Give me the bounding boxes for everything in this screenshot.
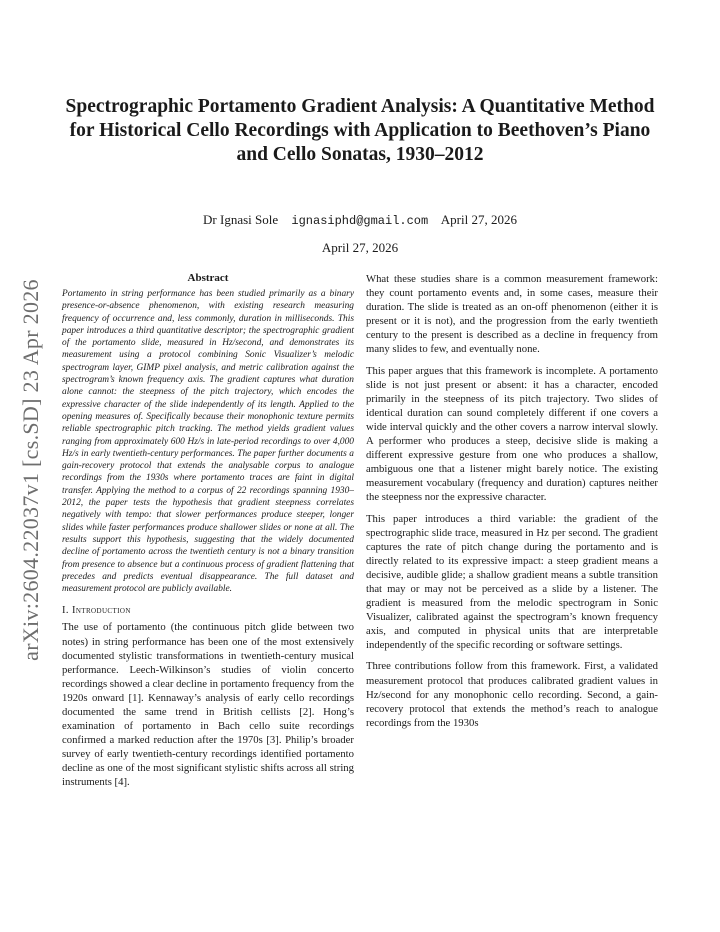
arxiv-identifier-stamp (6, 260, 56, 680)
intro-paragraph-3: This paper argues that this framework is incomplete. A portamento slide is not just present or absent: it has a character, encoded primarily in the steepness of its pitch trajectory. Two slides of identical duration can sound completely different if one covers a wide interval quickly and the other covers a narrow interval slowly. A performer who produces a steep, decisive slide is making a different expressive gesture from one who produces a shallow, ambiguous one that a listener might barely notice. The existing measurement vocabulary (frequency and duration) captures neither the steepness nor the expressive character. (366, 364, 658, 504)
abstract-heading: Abstract (187, 272, 229, 284)
intro-paragraph-2: What these studies share is a common measurement framework: they count portamento events and, in some cases, measure their duration. The slide is treated as an on-off phenomenon (either it is present or it is not), and the progression from the early twentieth century to the present is described as a decline in frequency from many slides to few, and eventually none. (366, 273, 658, 356)
intro-paragraph-4: This paper introduces a third variable: the gradient of the spectrographic slide trace, measured in Hz per second. The gradient captures the rate of pitch change during the portamento and is directly related to its expressive impact: a steep gradient means a decisive, audible glide; a shallow gradient means a subtle transition that may or may not be perceived as a slide by a listener. The gradient is measured from the melodic spectrogram in Sonic Visualizer, calibrated against the spectrogram’s known frequency axis, and computed in physical units that are interpretable independently of the specific recording or software settings. (366, 512, 658, 652)
left-column (62, 272, 354, 796)
intro-paragraph-1: The use of portamento (the continuous pitch glide between two notes) in string performance has been one of the most extensively documented stylistic transformations in twentieth-century musical performance. Leech-Wilkinson’s studies of violin concerto recordings showed a clear decline in portamento frequency from the 1920s onward [1]. Kennaway’s analysis of early cello recordings documented the same trend in British cellists [2]. Hong’s examination of portamento in Bach cello suite recordings confirmed a marked reduction after the 1970s [3]. Philip’s broader survey of early twentieth-century recordings identified portamento decline as one of the most significant stylistic shifts across all string instruments [4]. (62, 621, 354, 789)
author-line (60, 212, 660, 228)
arxiv-identifier-text: arXiv:2604.22037v1 [cs.SD] 23 Apr 2026 (18, 279, 43, 661)
section-number: I. (62, 605, 69, 617)
abstract-text: Portamento in string performance has been studied primarily as a binary presence-or-absence phenomenon, with existing research measuring frequency of occurrence and, less commonly, duration in milliseconds. This paper introduces a third quantitative descriptor; the spectrographic gradient of the portamento slide, measured in Hz/second, and demonstrates its measurement using a protocol combining Sonic Visualizer’s melodic spectrogram layer, GIMP pixel analysis, and metric calibration against the spectrogram’s known frequency axis. The gradient captures what duration alone cannot: the steepness of the pitch trajectory, which encodes the expressive character of the slide independently of its length. Applied to the opening measures of. Specifically because their monophonic texture permits reliable spectrographic pitch tracking. The method yields gradient values ranging from approximately 600 Hz/s in late-period recordings to over 4,000 Hz/s in early twentieth-century performances. The paper further documents a gain-recovery protocol that extends the analysable corpus to analogue recordings from the 1930s where portamento traces are faint in digital transfer. Applying the method to a corpus of 22 recordings spanning 1930–2012, the paper tests the hypothesis that gradient steepness correlates negatively with tempo: that slower performances produce steeper, longer slides while faster performances produce shallower slides or none at all. The results support this hypothesis, suggesting that the widely documented decline of portamento across the twentieth century is not a binary transition from presence to absence but a continuous process of gradient flattening that precedes and predicts eventual disappearance. The full dataset and measurement protocol are publicly available. (62, 289, 354, 595)
intro-paragraph-5: Three contributions follow from this framework. First, a validated measurement protocol that produces calibrated gradient values in Hz/second for any monophonic cello recording. Second, a gain-recovery protocol that extends the method’s reach to analogue recordings from the 1930s (366, 660, 658, 729)
section-title: Introduction (71, 605, 131, 617)
section-heading-introduction (62, 605, 354, 616)
author-date: April 27, 2026 (440, 212, 517, 227)
paper-title: Spectrographic Portamento Gradient Analysis: A Quantitative Method for Historical Cello Recordings with Application to Beethoven’s Piano and Cello Sonatas, 1930–2012 (65, 96, 655, 165)
author-email: ignasiphd@gmail.com (291, 214, 429, 228)
author-name: Dr Ignasi Sole (203, 212, 279, 227)
paper-date: April 27, 2026 (321, 240, 399, 255)
right-column (366, 272, 658, 737)
